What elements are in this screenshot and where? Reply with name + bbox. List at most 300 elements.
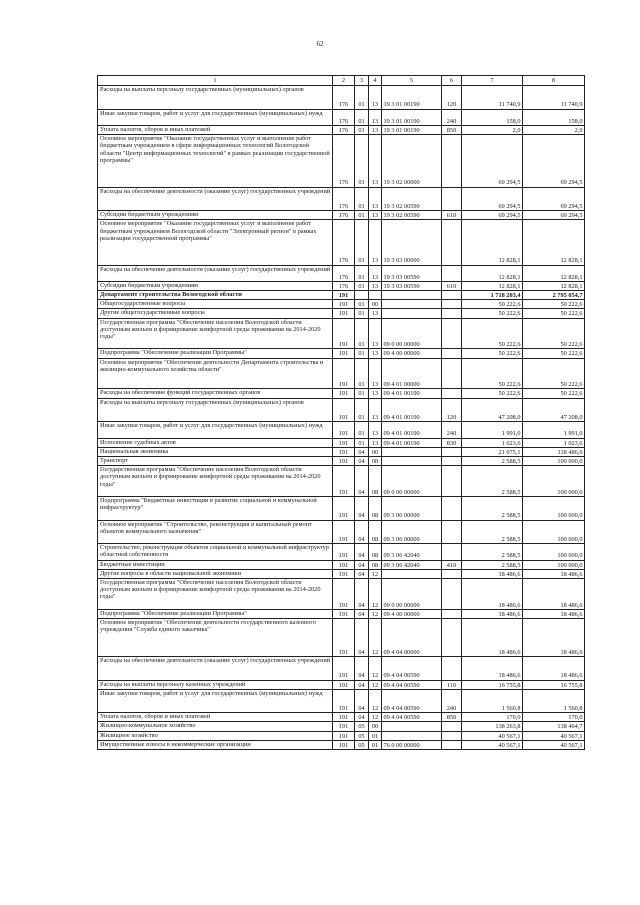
- code-subsection: 13: [369, 318, 382, 349]
- code-section: 01: [355, 438, 369, 447]
- code-ministry: 191: [333, 578, 355, 609]
- row-name: Основное мероприятие "Оказание государственных услуг и выполнение работ бюджетным учреждением Вологодской области "Электронный регион" в рамках реализации государственной программы": [98, 220, 333, 265]
- amount-year-1: 2,0: [462, 125, 523, 134]
- row-name: Подпрограмма "Обеспечение реализации Программы": [98, 349, 333, 358]
- amount-year-1: 18 486,6: [462, 578, 523, 609]
- amount-year-2: 50 222,6: [523, 300, 585, 309]
- code-subsection: 13: [369, 349, 382, 358]
- code-ministry: 176: [333, 135, 355, 187]
- table-row: [98, 447, 585, 456]
- amount-year-2: 100 000,0: [523, 496, 585, 520]
- code-ministry: 191: [333, 466, 355, 497]
- code-subsection: 13: [369, 422, 382, 438]
- table-row: [98, 358, 585, 389]
- code-expense-type: 610: [442, 211, 462, 220]
- row-name: Расходы на выплаты персоналу казенных учреждений: [98, 680, 333, 689]
- table-row: [98, 220, 585, 265]
- amount-year-1: 18 486,6: [462, 609, 523, 618]
- code-target-article: 09 0 00 00000: [382, 466, 442, 497]
- code-expense-type: [442, 578, 462, 609]
- code-target-article: [382, 309, 442, 318]
- amount-year-1: 18 486,6: [462, 656, 523, 680]
- code-ministry: 191: [333, 722, 355, 731]
- row-name: Другие общегосударственные вопросы: [98, 309, 333, 318]
- amount-year-1: 16 755,8: [462, 680, 523, 689]
- table-row: [98, 125, 585, 134]
- row-name: Субсидии бюджетным учреждениям: [98, 281, 333, 290]
- code-target-article: 19 3 03 00590: [382, 281, 442, 290]
- amount-year-2: 158,0: [523, 109, 585, 125]
- row-name: Государственная программа "Обеспечение населения Вологодской области доступным жильем и формирование комфортной среды проживания на 2014-2020 годы": [98, 318, 333, 349]
- code-subsection: 13: [369, 211, 382, 220]
- code-subsection: 08: [369, 544, 382, 560]
- table-row: [98, 422, 585, 438]
- code-expense-type: [442, 569, 462, 578]
- code-section: 01: [355, 309, 369, 318]
- code-expense-type: 850: [442, 125, 462, 134]
- table-row: [98, 740, 585, 749]
- code-section: 01: [355, 211, 369, 220]
- code-target-article: 09 4 04 00000: [382, 618, 442, 656]
- code-section: 01: [355, 109, 369, 125]
- row-name: Расходы на обеспечение деятельности (оказание услуг) государственных учреждений: [98, 656, 333, 680]
- code-target-article: [382, 731, 442, 740]
- code-section: 04: [355, 520, 369, 544]
- amount-year-2: 100 000,0: [523, 466, 585, 497]
- code-section: 04: [355, 560, 369, 569]
- amount-year-1: 47 208,0: [462, 398, 523, 422]
- amount-year-1: 138 263,8: [462, 722, 523, 731]
- column-header: 1: [98, 76, 333, 86]
- amount-year-1: 18 486,6: [462, 569, 523, 578]
- code-subsection: 01: [369, 740, 382, 749]
- amount-year-1: 2 588,5: [462, 466, 523, 497]
- code-subsection: 00: [369, 722, 382, 731]
- amount-year-2: 100 000,0: [523, 544, 585, 560]
- code-expense-type: 240: [442, 689, 462, 713]
- code-ministry: 191: [333, 309, 355, 318]
- amount-year-1: 2 588,5: [462, 496, 523, 520]
- row-name: Бюджетные инвестиции: [98, 560, 333, 569]
- table-row: [98, 398, 585, 422]
- row-name: Общегосударственные вопросы: [98, 300, 333, 309]
- row-name: Расходы на выплаты персоналу государственных (муниципальных) органов: [98, 86, 333, 110]
- code-expense-type: 610: [442, 281, 462, 290]
- amount-year-1: 2 588,5: [462, 560, 523, 569]
- table-row: [98, 211, 585, 220]
- code-section: 01: [355, 318, 369, 349]
- code-ministry: 191: [333, 740, 355, 749]
- row-name: Субсидии бюджетным учреждениям: [98, 211, 333, 220]
- amount-year-2: 1 560,8: [523, 689, 585, 713]
- code-section: 01: [355, 422, 369, 438]
- code-expense-type: 240: [442, 109, 462, 125]
- code-section: 05: [355, 731, 369, 740]
- code-ministry: 191: [333, 291, 355, 300]
- amount-year-1: 1 991,0: [462, 422, 523, 438]
- amount-year-2: 118 486,6: [523, 447, 585, 456]
- code-ministry: 191: [333, 689, 355, 713]
- code-section: 04: [355, 544, 369, 560]
- code-ministry: 176: [333, 265, 355, 281]
- code-ministry: 191: [333, 609, 355, 618]
- code-subsection: 12: [369, 578, 382, 609]
- amount-year-1: 50 222,6: [462, 300, 523, 309]
- code-target-article: 09 0 00 00000: [382, 578, 442, 609]
- code-target-article: 09 4 04 00590: [382, 689, 442, 713]
- code-ministry: 191: [333, 398, 355, 422]
- table-row: [98, 349, 585, 358]
- table-row: [98, 496, 585, 520]
- code-target-article: 19 3 01 00190: [382, 109, 442, 125]
- code-expense-type: [442, 220, 462, 265]
- code-section: 04: [355, 680, 369, 689]
- code-subsection: 13: [369, 109, 382, 125]
- amount-year-2: 11 740,9: [523, 86, 585, 110]
- row-name: Уплата налогов, сборов и иных платежей: [98, 713, 333, 722]
- code-expense-type: [442, 389, 462, 398]
- table-row: [98, 318, 585, 349]
- column-header: 8: [523, 76, 585, 86]
- amount-year-1: 18 486,6: [462, 618, 523, 656]
- code-expense-type: [442, 300, 462, 309]
- code-section: [355, 291, 369, 300]
- code-target-article: 09 4 04 00590: [382, 656, 442, 680]
- code-subsection: 13: [369, 187, 382, 211]
- table-row: [98, 309, 585, 318]
- code-section: 01: [355, 398, 369, 422]
- amount-year-2: 69 294,5: [523, 211, 585, 220]
- amount-year-2: 16 755,8: [523, 680, 585, 689]
- amount-year-2: 69 294,5: [523, 187, 585, 211]
- code-target-article: 09 4 04 00590: [382, 713, 442, 722]
- code-expense-type: [442, 318, 462, 349]
- amount-year-2: 50 222,6: [523, 349, 585, 358]
- code-section: 01: [355, 300, 369, 309]
- amount-year-2: 47 208,0: [523, 398, 585, 422]
- code-section: 04: [355, 457, 369, 466]
- code-target-article: 09 3 00 00000: [382, 496, 442, 520]
- table-row: [98, 466, 585, 497]
- amount-year-1: 1 023,6: [462, 438, 523, 447]
- code-expense-type: [442, 291, 462, 300]
- amount-year-2: 138 464,7: [523, 722, 585, 731]
- code-subsection: 00: [369, 447, 382, 456]
- code-expense-type: 410: [442, 560, 462, 569]
- row-name: Транспорт: [98, 457, 333, 466]
- code-subsection: 12: [369, 680, 382, 689]
- page-number: 62: [316, 40, 324, 48]
- code-expense-type: 110: [442, 680, 462, 689]
- code-target-article: 19 3 02 00590: [382, 187, 442, 211]
- amount-year-2: 100 000,0: [523, 457, 585, 466]
- code-subsection: 12: [369, 689, 382, 713]
- table-row: [98, 609, 585, 618]
- table-row: [98, 722, 585, 731]
- code-expense-type: [442, 309, 462, 318]
- amount-year-2: 12 828,1: [523, 265, 585, 281]
- row-name: Уплата налогов, сборов и иных платежей: [98, 125, 333, 134]
- row-name: Имущественные взносы в некоммерческие организации: [98, 740, 333, 749]
- amount-year-1: 170,0: [462, 713, 523, 722]
- amount-year-2: 18 486,6: [523, 618, 585, 656]
- amount-year-1: 11 740,9: [462, 86, 523, 110]
- code-expense-type: 830: [442, 438, 462, 447]
- code-subsection: 08: [369, 457, 382, 466]
- code-section: 01: [355, 349, 369, 358]
- code-target-article: [382, 722, 442, 731]
- budget-table: [97, 75, 585, 750]
- code-section: 04: [355, 609, 369, 618]
- row-name: Жилищно-коммунальное хозяйство: [98, 722, 333, 731]
- code-ministry: 191: [333, 496, 355, 520]
- row-name: Строительство, реконструкция объектов социальной и коммунальной инфраструктур областной собственности: [98, 544, 333, 560]
- code-expense-type: [442, 187, 462, 211]
- code-subsection: 01: [369, 731, 382, 740]
- code-subsection: 12: [369, 569, 382, 578]
- code-target-article: [382, 300, 442, 309]
- amount-year-1: 50 222,6: [462, 358, 523, 389]
- code-ministry: 191: [333, 300, 355, 309]
- amount-year-1: 40 567,1: [462, 740, 523, 749]
- code-subsection: 12: [369, 713, 382, 722]
- amount-year-2: 2 795 054,7: [523, 291, 585, 300]
- row-name: Расходы на обеспечение функций государственных органов: [98, 389, 333, 398]
- code-expense-type: [442, 722, 462, 731]
- table-row: [98, 109, 585, 125]
- table-row: [98, 389, 585, 398]
- code-target-article: [382, 291, 442, 300]
- code-subsection: 12: [369, 618, 382, 656]
- code-ministry: 176: [333, 220, 355, 265]
- table-row: [98, 569, 585, 578]
- table-row: [98, 731, 585, 740]
- code-expense-type: [442, 135, 462, 187]
- code-subsection: 12: [369, 656, 382, 680]
- row-name: Исполнение судебных актов: [98, 438, 333, 447]
- row-name: Подпрограмма "Бюджетные инвестиции в развитие социальной и коммунальной инфраструктур": [98, 496, 333, 520]
- code-target-article: 19 3 03 00590: [382, 265, 442, 281]
- code-section: 04: [355, 569, 369, 578]
- code-expense-type: [442, 496, 462, 520]
- code-target-article: [382, 457, 442, 466]
- code-expense-type: [442, 544, 462, 560]
- table-row: [98, 713, 585, 722]
- code-ministry: 191: [333, 349, 355, 358]
- code-expense-type: [442, 349, 462, 358]
- amount-year-1: 69 294,5: [462, 135, 523, 187]
- amount-year-2: 50 222,6: [523, 358, 585, 389]
- table-row: [98, 457, 585, 466]
- amount-year-2: 18 486,6: [523, 569, 585, 578]
- table-row: [98, 520, 585, 544]
- code-subsection: 08: [369, 496, 382, 520]
- row-name: Основное мероприятие "Обеспечение деятельности Департамента строительства и жилищно-коммунального хозяйства области": [98, 358, 333, 389]
- code-ministry: 191: [333, 457, 355, 466]
- code-target-article: 09 4 01 00190: [382, 422, 442, 438]
- code-section: 04: [355, 618, 369, 656]
- amount-year-1: 21 075,1: [462, 447, 523, 456]
- code-expense-type: 240: [442, 422, 462, 438]
- amount-year-1: 12 828,1: [462, 220, 523, 265]
- code-expense-type: [442, 520, 462, 544]
- amount-year-2: 100 000,0: [523, 560, 585, 569]
- code-section: 04: [355, 713, 369, 722]
- code-ministry: 191: [333, 438, 355, 447]
- amount-year-2: 2,0: [523, 125, 585, 134]
- code-ministry: 191: [333, 422, 355, 438]
- amount-year-1: 50 222,6: [462, 309, 523, 318]
- amount-year-2: 1 023,6: [523, 438, 585, 447]
- code-target-article: 19 3 02 00590: [382, 211, 442, 220]
- code-section: 01: [355, 125, 369, 134]
- code-ministry: 191: [333, 560, 355, 569]
- code-target-article: 09 3 06 00000: [382, 520, 442, 544]
- code-ministry: 191: [333, 680, 355, 689]
- code-target-article: 09 0 00 00000: [382, 318, 442, 349]
- amount-year-2: 12 828,1: [523, 281, 585, 290]
- row-name: Государственная программа "Обеспечение населения Вологодской области доступным жильем и формирование комфортной среды проживания на 2014-2020 годы": [98, 578, 333, 609]
- row-name: Основное мероприятие "Строительство, реконструкция и капитальный ремонт объектов коммунального назначения": [98, 520, 333, 544]
- code-ministry: 191: [333, 520, 355, 544]
- code-section: 01: [355, 281, 369, 290]
- amount-year-2: 12 828,1: [523, 220, 585, 265]
- amount-year-2: 50 222,6: [523, 389, 585, 398]
- code-subsection: [369, 291, 382, 300]
- code-target-article: 76 0 00 00000: [382, 740, 442, 749]
- code-expense-type: [442, 265, 462, 281]
- code-expense-type: [442, 457, 462, 466]
- code-section: 01: [355, 220, 369, 265]
- code-ministry: 191: [333, 713, 355, 722]
- amount-year-1: 2 588,5: [462, 457, 523, 466]
- amount-year-1: 12 828,1: [462, 281, 523, 290]
- amount-year-1: 69 294,5: [462, 211, 523, 220]
- code-subsection: 13: [369, 220, 382, 265]
- code-subsection: 12: [369, 609, 382, 618]
- row-name: Основное мероприятие "Оказание государственных услуг и выполнение работ бюджетным учреждением в сфере информационных технологий Вологодской области "Центр информационных технологий" в рамках реализации государственной программы": [98, 135, 333, 187]
- code-section: 01: [355, 265, 369, 281]
- code-ministry: 191: [333, 569, 355, 578]
- code-ministry: 191: [333, 389, 355, 398]
- row-name: Иные закупки товаров, работ и услуг для государственных (муниципальных) нужд: [98, 109, 333, 125]
- code-ministry: 191: [333, 731, 355, 740]
- code-subsection: 13: [369, 389, 382, 398]
- row-name: Другие вопросы в области национальной экономики: [98, 569, 333, 578]
- amount-year-2: 69 294,5: [523, 135, 585, 187]
- amount-year-1: 2 588,5: [462, 520, 523, 544]
- amount-year-2: 18 486,6: [523, 656, 585, 680]
- code-section: 04: [355, 496, 369, 520]
- column-header: 7: [462, 76, 523, 86]
- code-subsection: 13: [369, 281, 382, 290]
- table-row: [98, 300, 585, 309]
- code-target-article: 09 3 06 42040: [382, 560, 442, 569]
- amount-year-1: 50 222,6: [462, 318, 523, 349]
- code-subsection: 08: [369, 466, 382, 497]
- amount-year-1: 158,0: [462, 109, 523, 125]
- code-subsection: 08: [369, 520, 382, 544]
- code-target-article: 09 4 01 00190: [382, 389, 442, 398]
- code-subsection: 13: [369, 438, 382, 447]
- code-expense-type: [442, 740, 462, 749]
- row-name: Расходы на обеспечение деятельности (оказание услуг) государственных учреждений: [98, 187, 333, 211]
- code-section: 01: [355, 358, 369, 389]
- code-ministry: 191: [333, 618, 355, 656]
- table-row: [98, 656, 585, 680]
- row-name: Основное мероприятие "Обеспечение деятельности государственного казенного учреждения "Служба единого заказчика": [98, 618, 333, 656]
- code-subsection: 13: [369, 358, 382, 389]
- amount-year-2: 50 222,6: [523, 309, 585, 318]
- code-target-article: 19 3 01 00190: [382, 86, 442, 110]
- table-row: [98, 265, 585, 281]
- row-name: Национальная экономика: [98, 447, 333, 456]
- amount-year-2: 40 567,1: [523, 740, 585, 749]
- row-name: Государственная программа "Обеспечение населения Вологодской области доступным жильем и формирование комфортной среды проживания на 2014-2020 годы": [98, 466, 333, 497]
- code-ministry: 176: [333, 86, 355, 110]
- code-subsection: 13: [369, 309, 382, 318]
- code-expense-type: [442, 609, 462, 618]
- code-section: 04: [355, 656, 369, 680]
- code-subsection: 13: [369, 265, 382, 281]
- code-section: 01: [355, 187, 369, 211]
- code-target-article: 09 3 06 42040: [382, 544, 442, 560]
- amount-year-1: 50 222,6: [462, 349, 523, 358]
- row-name: Расходы на обеспечение деятельности (оказание услуг) государственных учреждений: [98, 265, 333, 281]
- code-target-article: [382, 447, 442, 456]
- code-target-article: 09 4 01 00190: [382, 398, 442, 422]
- code-subsection: 13: [369, 135, 382, 187]
- code-target-article: 09 4 00 00000: [382, 609, 442, 618]
- code-section: 04: [355, 447, 369, 456]
- code-subsection: 13: [369, 125, 382, 134]
- code-ministry: 176: [333, 281, 355, 290]
- code-expense-type: [442, 358, 462, 389]
- code-expense-type: 120: [442, 398, 462, 422]
- code-section: 01: [355, 86, 369, 110]
- code-expense-type: [442, 731, 462, 740]
- code-section: 01: [355, 389, 369, 398]
- row-name: Расходы на выплаты персоналу государственных (муниципальных) органов: [98, 398, 333, 422]
- amount-year-1: 50 222,6: [462, 389, 523, 398]
- table-row: [98, 438, 585, 447]
- code-ministry: 191: [333, 358, 355, 389]
- row-name: Жилищное хозяйство: [98, 731, 333, 740]
- column-header: 4: [369, 76, 382, 86]
- amount-year-1: 40 567,1: [462, 731, 523, 740]
- amount-year-2: 50 222,6: [523, 318, 585, 349]
- table-row: [98, 544, 585, 560]
- code-expense-type: [442, 466, 462, 497]
- amount-year-1: 1 560,8: [462, 689, 523, 713]
- column-header: 3: [355, 76, 369, 86]
- code-target-article: 09 4 00 00000: [382, 349, 442, 358]
- code-target-article: 09 4 04 00590: [382, 680, 442, 689]
- column-header: 5: [382, 76, 442, 86]
- code-target-article: [382, 569, 442, 578]
- code-section: 05: [355, 722, 369, 731]
- row-name: Департамент строительства Вологодской области: [98, 291, 333, 300]
- code-subsection: 13: [369, 398, 382, 422]
- code-section: 04: [355, 578, 369, 609]
- table-row: [98, 281, 585, 290]
- code-expense-type: 850: [442, 713, 462, 722]
- code-section: 04: [355, 466, 369, 497]
- amount-year-1: 12 828,1: [462, 265, 523, 281]
- code-expense-type: [442, 656, 462, 680]
- code-expense-type: [442, 447, 462, 456]
- code-section: 05: [355, 740, 369, 749]
